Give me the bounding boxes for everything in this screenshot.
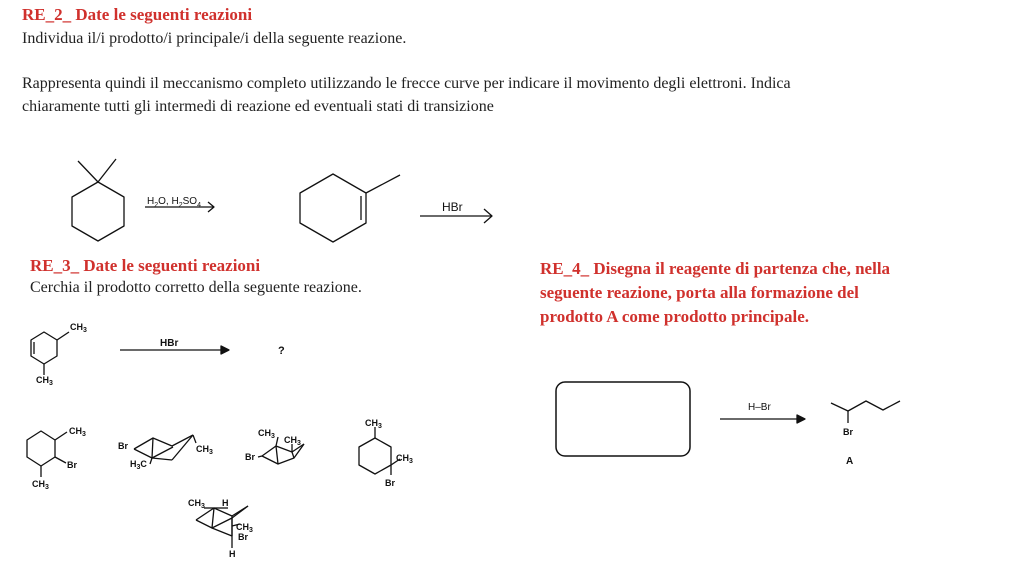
option-b-br: Br: [118, 441, 129, 451]
option-d-ch3-right: $CH_3$: [396, 453, 413, 465]
re3-instruction: Cerchia il prodotto corretto della seguente reazione.: [30, 279, 362, 296]
option-d-br: Br: [385, 478, 396, 488]
option-e-h-top: H: [222, 498, 229, 508]
re2-reagent-1-label: $H_2O$, $H_2SO_4$: [147, 196, 201, 209]
re4-product-structure: [831, 401, 900, 423]
option-e-br: Br: [238, 532, 249, 542]
option-e-ch3: $CH_3$: [188, 498, 205, 510]
option-e-ch3-right: $CH_3$: [236, 522, 253, 534]
re4-reactant-answer-box[interactable]: [556, 382, 690, 456]
option-c-ch3-a: $CH_3$: [258, 428, 275, 440]
re3-reactant-ch3-top: $CH_3$: [70, 322, 87, 334]
re2-paragraph-line2: chiaramente tutti gli intermedi di reazione ed eventuali stati di transizione: [22, 98, 494, 115]
re3-reactant-ch3-bottom: $CH_3$: [36, 375, 53, 387]
re2-instruction: Individua il/i prodotto/i principale/i della seguente reazione.: [22, 30, 407, 47]
option-c-ch3-b: $CH_3$: [284, 435, 301, 447]
re3-option-a-structure: [27, 431, 67, 477]
option-e-h-bottom: H: [229, 549, 236, 559]
option-a-ch3-bottom: $CH_3$: [32, 479, 49, 491]
re3-option-d-structure: [359, 427, 400, 475]
re4-title-line2: seguente reazione, porta alla formazione del: [540, 283, 859, 302]
re4-reagent-label: H–Br: [748, 402, 771, 413]
option-a-ch3-top: $CH_3$: [69, 426, 86, 438]
re4-product-label: A: [846, 456, 854, 467]
re2-reactant-structure: [72, 159, 124, 241]
option-a-br: Br: [67, 460, 78, 470]
re3-reactant-structure: [31, 332, 69, 375]
re3-product-placeholder: ?: [278, 345, 285, 357]
re4-product-br: Br: [843, 427, 854, 437]
re2-reagent-2-label: HBr: [442, 200, 463, 214]
re2-title: RE_2_ Date le seguenti reazioni: [22, 5, 253, 24]
option-d-ch3-top: $CH_3$: [365, 418, 382, 430]
re4-title-line3: prodotto A come prodotto principale.: [540, 307, 810, 326]
re4-arrow: [720, 415, 805, 423]
re3-reagent-label: HBr: [160, 338, 179, 349]
option-b-h3c: $H_3C$: [130, 459, 147, 471]
re2-methylcyclohexene-structure: [300, 174, 400, 242]
re4-title-line1: RE_4_ Disegna il reagente di partenza che, nella: [540, 259, 891, 278]
option-c-br: Br: [245, 452, 256, 462]
option-b-ch3: $CH_3$: [196, 444, 213, 456]
re3-title: RE_3_ Date le seguenti reazioni: [30, 256, 261, 275]
re2-paragraph-line1: Rappresenta quindi il meccanismo completo utilizzando le frecce curve per indicare il movimento degli elettroni. Indica: [22, 75, 791, 92]
